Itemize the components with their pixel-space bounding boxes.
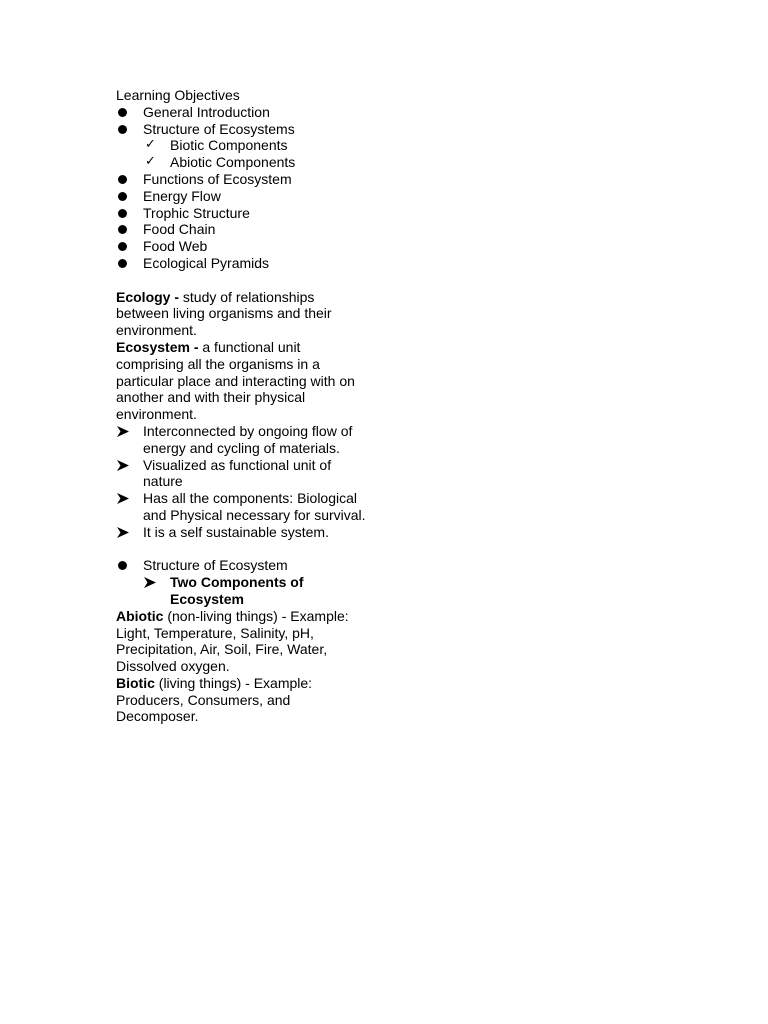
objective-label: Trophic Structure	[143, 204, 250, 221]
abiotic-definition	[116, 608, 366, 675]
check-icon: ✓	[145, 137, 156, 153]
objective-label: Food Chain	[143, 221, 216, 238]
objective-subitem	[116, 154, 366, 171]
biotic-definition	[116, 675, 366, 725]
objective-item	[116, 188, 366, 205]
objective-item	[116, 221, 366, 238]
arrowhead-icon	[117, 426, 129, 437]
objective-item	[116, 255, 366, 272]
bullet-icon	[118, 242, 127, 251]
abiotic-term: Abiotic	[116, 607, 164, 624]
ecosystem-point-text: Has all the components: Biological and Physical necessary for survival.	[143, 490, 366, 523]
objective-subitem-label: Abiotic Components	[170, 154, 296, 171]
bullet-icon	[118, 561, 127, 570]
objective-subitem	[116, 137, 366, 154]
biotic-text: (living things) - Example: Producers, Consumers, and Decomposer.	[116, 674, 313, 725]
ecosystem-text: a functional unit comprising all the organisms in a particular place and interacting with on another and with their physical environment.	[116, 338, 355, 423]
objective-label: General Introduction	[143, 103, 270, 120]
ecosystem-term: Ecosystem -	[116, 338, 199, 355]
ecosystem-point-text: Interconnected by ongoing flow of energy and cycling of materials.	[143, 422, 353, 456]
arrowhead-icon	[117, 527, 129, 538]
ecology-term: Ecology -	[116, 288, 180, 305]
bullet-icon	[118, 192, 127, 201]
document-page	[116, 87, 366, 725]
ecology-definition	[116, 289, 366, 339]
objective-label: Food Web	[143, 238, 208, 255]
biotic-term: Biotic	[116, 674, 155, 691]
ecosystem-definition	[116, 339, 366, 423]
arrowhead-icon	[144, 577, 156, 588]
ecosystem-point	[116, 490, 366, 524]
objective-item	[116, 238, 366, 255]
bullet-icon	[118, 125, 127, 134]
bullet-icon	[118, 259, 127, 268]
objective-subitem-label: Biotic Components	[170, 137, 288, 154]
ecosystem-point	[116, 457, 366, 491]
check-icon: ✓	[145, 154, 156, 170]
ecosystem-point	[116, 423, 366, 457]
ecology-text: study of relationships between living organisms and their environment.	[116, 288, 332, 339]
objective-item	[116, 104, 366, 121]
objective-label: Structure of Ecosystems	[143, 120, 295, 137]
spacer	[116, 272, 366, 289]
arrowhead-icon	[117, 493, 129, 504]
objective-item	[116, 205, 366, 222]
structure-label: Structure of Ecosystem	[143, 557, 288, 574]
arrowhead-icon	[117, 460, 129, 471]
bullet-icon	[118, 209, 127, 218]
structure-subheading	[116, 574, 366, 608]
ecosystem-point-text: Visualized as functional unit of nature	[143, 456, 332, 490]
bullet-icon	[118, 108, 127, 117]
objective-label: Energy Flow	[143, 187, 221, 204]
ecosystem-point-text: It is a self sustainable system.	[143, 523, 329, 540]
learning-objectives-heading: Learning Objectives	[116, 87, 240, 103]
structure-subheading-text: Two Components of Ecosystem	[170, 574, 304, 607]
bullet-icon	[118, 175, 127, 184]
ecosystem-point	[116, 524, 366, 541]
objective-label: Functions of Ecosystem	[143, 170, 292, 187]
objective-label: Ecological Pyramids	[143, 254, 270, 271]
objective-item	[116, 171, 366, 188]
objective-item	[116, 121, 366, 138]
abiotic-text: (non-living things) - Example: Light, Temperature, Salinity, pH, Precipitation, Air, Soil, Fire, Water, Dissolved oxygen.	[116, 607, 349, 675]
bullet-icon	[118, 225, 127, 234]
spacer	[116, 541, 366, 558]
structure-item	[116, 557, 366, 574]
